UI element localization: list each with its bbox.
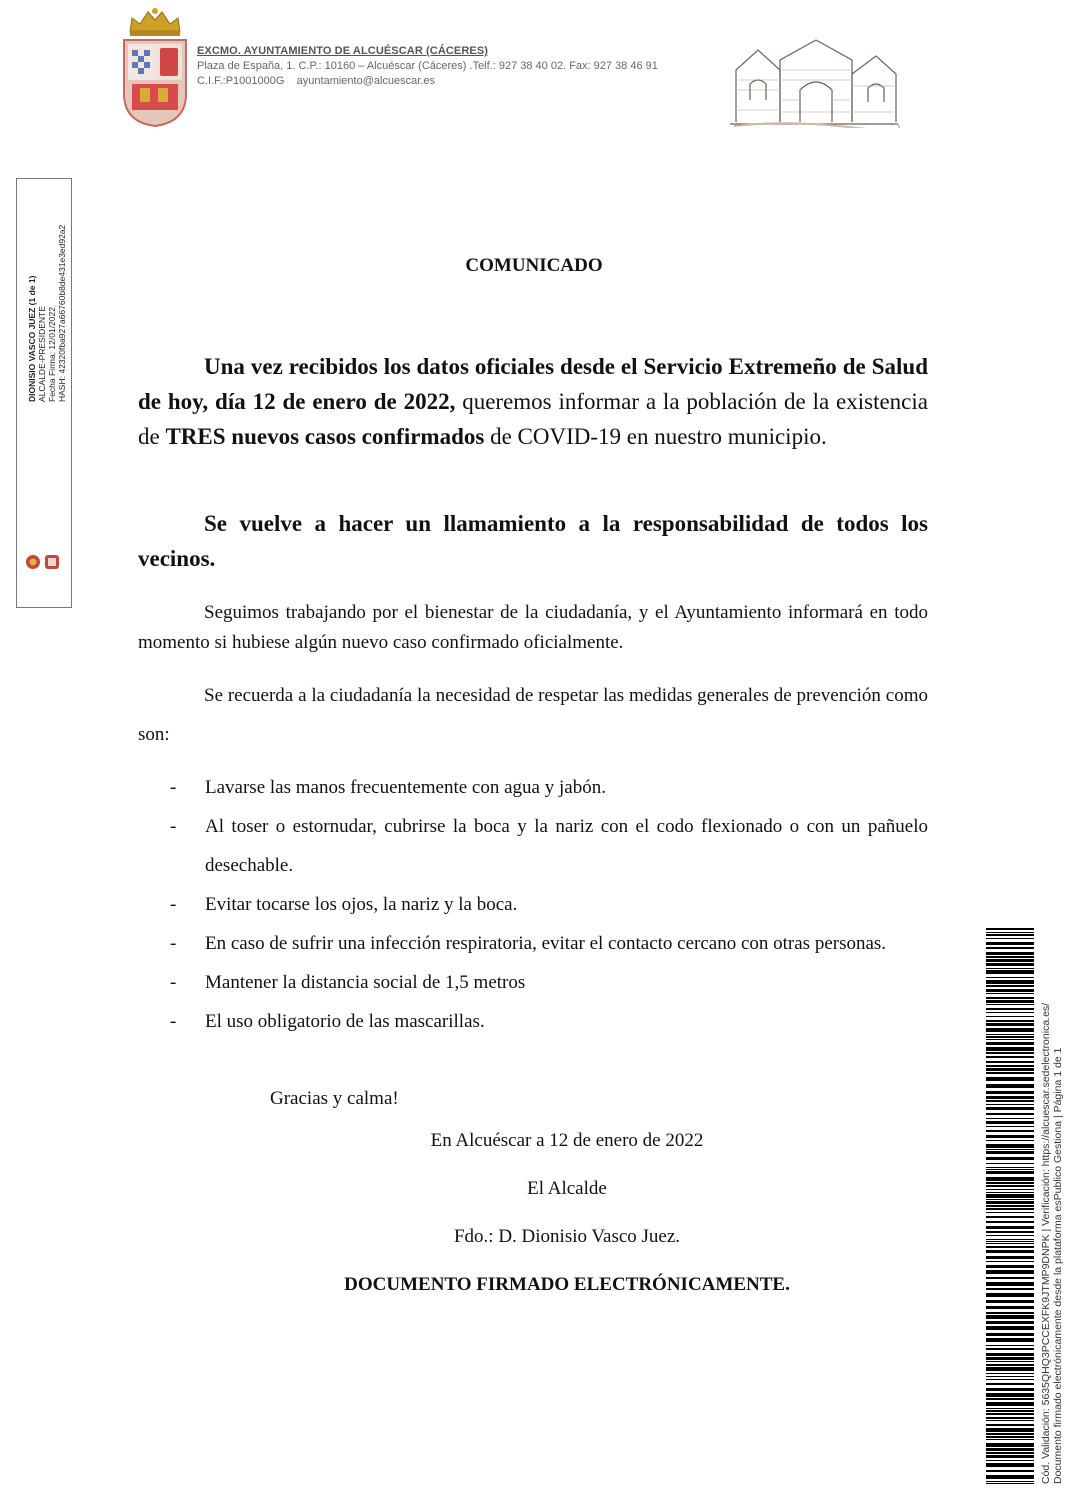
signature-date: Fecha Firma: 12/01/2022 [47,307,57,402]
list-item: - Lavarse las manos frecuentemente con agua y jabón. [170,777,606,798]
validation-text [1040,1003,1064,1484]
list-item: - Al toser o estornudar, cubrirse la boca y la nariz con el codo flexionado o con un pañuelo desechable. [170,816,928,876]
church-drawing-icon [728,30,900,128]
signature-details [27,225,67,402]
announcement-text-b: de COVID-19 en nuestro municipio. [484,424,827,449]
paragraph-commitment [138,598,928,658]
list-item: - El uso obligatorio de las mascarillas. [170,1011,485,1032]
org-address: Plaza de España, 1. C.P.: 10160 – Alcuéscar (Cáceres) .Telf.: 927 38 40 02. Fax: 927 38 46 91 [197,60,658,72]
org-contact: C.I.F.:P1001000G ayuntamiento@alcuescar.es [197,75,436,87]
closing-text: Gracias y calma! [270,1088,399,1109]
coat-of-arms-icon [118,4,192,128]
list-item: - Evitar tocarse los ojos, la nariz y la boca. [170,894,518,915]
validation-barcode [986,928,1034,1484]
signer-title: El Alcalde [527,1178,607,1199]
paragraph-reminder [138,676,928,754]
appeal-text: Se vuelve a hacer un llamamiento a la responsabilidad de todos los vecinos. [138,511,928,571]
signature-seals-icon [23,552,63,572]
list-item: - En caso de sufrir una infección respiratoria, evitar el contacto cercano con otras personas. [170,933,887,954]
measures-list [170,768,928,1041]
electronic-signature-note: DOCUMENTO FIRMADO ELECTRÓNICAMENTE. [344,1274,790,1295]
signature-hash: HASH: 42320fba927a66760b8de431e3ed92a2 [57,224,67,402]
page-title: COMUNICADO [465,255,603,276]
signature-role: ALCALDE-PRESIDENTE [37,306,47,402]
announcement-text-a: queremos informar a la población de la existencia de [138,389,928,449]
paragraph-announcement [138,349,928,454]
validation-platform: Documento firmado electrónicamente desde la plataforma esPublico Gestiona | Página 1 de 1 [1052,1047,1064,1484]
reminder-text: Se recuerda a la ciudadanía la necesidad de respetar las medidas generales de prevención como son: [138,685,928,745]
announcement-cases: TRES nuevos casos confirmados [165,424,485,449]
commitment-text: Seguimos trabajando por el bienestar de la ciudadanía, y el Ayuntamiento informará en todo momento si hubiese algún nuevo caso confirmado oficialmente. [138,602,928,653]
signer-name: Fdo.: D. Dionisio Vasco Juez. [453,1226,681,1247]
validation-code: Cód. Validación: 5635QHQ3PCCEXFK9JTMP9DNPK | Verificación: https://alcuescar.sedelectronica.es/ [1040,1002,1052,1484]
signature-signer: DIONISIO VASCO JUEZ (1 de 1) [27,275,37,402]
place-date: En Alcuéscar a 12 de enero de 2022 [430,1130,704,1151]
paragraph-appeal [138,506,928,576]
list-item: - Mantener la distancia social de 1,5 metros [170,972,526,993]
announcement-lead: Una vez recibidos los datos oficiales desde el Servicio Extremeño de Salud de hoy, día 12 de enero de 2022, [138,354,928,414]
org-name: EXCMO. AYUNTAMIENTO DE ALCUÉSCAR (CÁCERES) [197,45,489,57]
